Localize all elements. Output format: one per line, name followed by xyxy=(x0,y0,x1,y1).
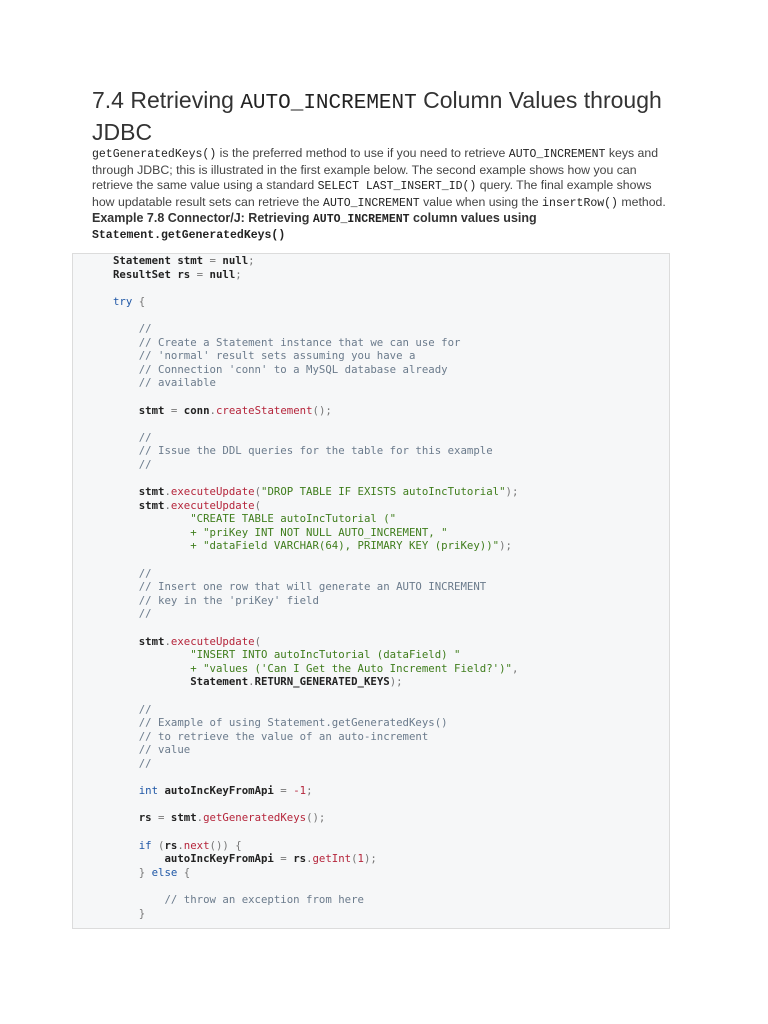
code-line xyxy=(113,458,152,471)
code-token: ( xyxy=(254,485,262,499)
code-line xyxy=(113,757,152,770)
code-token: // Issue the DDL queries for the table for this example xyxy=(113,444,493,458)
code-token: . xyxy=(248,675,255,689)
code-token: . xyxy=(164,498,171,512)
intro-text-1: is the preferred method to use if you need to retrieve xyxy=(216,146,509,160)
code-token: RETURN_GENERATED_KEYS xyxy=(254,675,390,689)
example-title-code-1: AUTO_INCREMENT xyxy=(312,213,410,226)
intro-code-3: SELECT LAST_INSERT_ID() xyxy=(317,180,477,193)
code-line xyxy=(113,268,242,281)
code-line xyxy=(113,662,518,675)
code-token: // throw an exception from here xyxy=(113,892,364,906)
code-line xyxy=(113,594,319,607)
code-token: 1 xyxy=(357,852,364,866)
code-token: stmt xyxy=(113,485,165,499)
code-line xyxy=(113,852,377,865)
code-line xyxy=(113,431,152,444)
code-line xyxy=(113,607,152,620)
code-line xyxy=(113,580,486,593)
code-token: . xyxy=(177,838,184,852)
code-token: ); xyxy=(499,539,512,553)
code-line xyxy=(113,512,396,525)
code-token: rs xyxy=(164,838,178,852)
code-line xyxy=(113,703,152,716)
code-token: "INSERT INTO autoIncTutorial (dataField) " xyxy=(113,648,461,662)
code-token: ( xyxy=(351,852,358,866)
code-token: + "priKey INT NOT NULL AUTO_INCREMENT, " xyxy=(113,525,448,539)
code-token: // value xyxy=(113,743,191,757)
intro-text-5: method. xyxy=(617,194,666,209)
code-token: ( xyxy=(151,838,165,852)
example-title-code-2: Statement.getGeneratedKeys() xyxy=(92,229,286,242)
intro-code-1: getGeneratedKeys() xyxy=(92,148,217,161)
code-line xyxy=(113,376,216,389)
code-line xyxy=(113,295,145,308)
code-token: ); xyxy=(505,485,519,499)
code-line xyxy=(113,539,512,552)
code-token: , xyxy=(511,661,519,675)
code-token: autoIncKeyFromApi xyxy=(158,784,274,798)
code-token: . xyxy=(209,403,216,417)
code-token: } xyxy=(113,906,146,920)
code-token: int xyxy=(113,784,159,798)
code-token: + "dataField VARCHAR(64), PRIMARY KEY (priKey))" xyxy=(113,539,500,553)
code-token: // xyxy=(113,457,152,471)
code-line xyxy=(113,811,325,824)
code-token: { xyxy=(132,294,146,308)
code-token: ResultSet rs xyxy=(113,267,191,281)
example-title-text-1: Example 7.8 Connector/J: Retrieving xyxy=(92,211,313,225)
code-line xyxy=(113,404,332,417)
code-line xyxy=(113,866,190,879)
code-block xyxy=(72,253,670,929)
code-token: // xyxy=(113,430,152,444)
code-line xyxy=(113,567,152,580)
code-token: // 'normal' result sets assuming you have a xyxy=(113,349,416,363)
code-token: stmt xyxy=(113,498,165,512)
page-title xyxy=(92,86,692,146)
intro-code-4: AUTO_INCREMENT xyxy=(323,196,420,210)
code-token: executeUpdate xyxy=(170,634,255,648)
code-token: (); xyxy=(306,811,326,825)
code-line xyxy=(113,322,152,335)
code-listing xyxy=(113,254,518,920)
intro-paragraph xyxy=(92,146,670,211)
intro-text-2: keys and through JDBC; this is illustrated in the first example below. The second example shows how you can retrieve the same value using a standard xyxy=(92,146,659,192)
code-token: // Example of using Statement.getGeneratedKeys() xyxy=(113,716,448,730)
code-token: . xyxy=(306,852,313,866)
intro-code-2: AUTO_INCREMENT xyxy=(508,148,606,161)
code-token: ; xyxy=(248,254,255,267)
code-token: stmt xyxy=(113,634,165,648)
code-token: -1 xyxy=(293,784,307,798)
code-line xyxy=(113,716,448,729)
code-line xyxy=(113,743,190,756)
intro-text-3: query. The final example shows how updatable result sets can retrieve the xyxy=(92,178,652,209)
code-token: executeUpdate xyxy=(170,498,255,512)
code-token: . xyxy=(164,485,171,499)
code-line xyxy=(113,485,518,498)
example-title-text-2: column values using xyxy=(409,211,537,225)
code-token: = xyxy=(190,267,210,281)
code-token: // Create a Statement instance that we can use for xyxy=(113,335,461,349)
code-token: . xyxy=(164,634,171,648)
title-text-1: 7.4 Retrieving xyxy=(92,87,241,113)
code-line xyxy=(113,444,493,457)
code-line xyxy=(113,648,460,661)
code-token: // xyxy=(113,566,152,580)
code-token: createStatement xyxy=(215,403,313,417)
code-line xyxy=(113,349,415,362)
code-token: Statement xyxy=(113,675,249,689)
code-token: null xyxy=(222,254,249,267)
code-line xyxy=(113,336,460,349)
code-token: // xyxy=(113,702,152,716)
code-token: autoIncKeyFromApi xyxy=(113,852,274,866)
code-token: // to retrieve the value of an auto-increment xyxy=(113,729,429,743)
code-token: else xyxy=(151,865,178,879)
code-token: executeUpdate xyxy=(170,485,255,499)
code-line xyxy=(113,907,145,920)
code-token: ); xyxy=(363,852,377,866)
code-line xyxy=(113,839,242,852)
example-title xyxy=(92,211,692,243)
code-line xyxy=(113,675,403,688)
code-token: getInt xyxy=(312,852,352,866)
code-token: rs xyxy=(293,852,307,866)
code-line xyxy=(113,254,255,267)
code-token: // xyxy=(113,756,152,770)
code-token: conn xyxy=(183,403,210,417)
code-token: null xyxy=(209,267,236,281)
article xyxy=(92,86,692,243)
code-token: // available xyxy=(113,376,216,390)
code-token: next xyxy=(183,838,210,852)
code-token: // xyxy=(113,321,152,335)
code-token: ; xyxy=(235,267,242,281)
code-line xyxy=(113,784,313,797)
code-token: "DROP TABLE IF EXISTS autoIncTutorial" xyxy=(261,485,506,499)
code-token: // Insert one row that will generate an AUTO INCREMENT xyxy=(113,580,487,594)
code-line xyxy=(113,893,364,906)
code-token: // xyxy=(113,607,152,621)
code-token: = xyxy=(151,811,171,825)
code-token: . xyxy=(196,811,204,825)
code-token: + "values ('Can I Get the Auto Increment Field?')" xyxy=(113,661,512,675)
code-token: "CREATE TABLE autoIncTutorial (" xyxy=(113,512,397,526)
code-token: = xyxy=(273,852,294,866)
code-token: stmt xyxy=(113,403,165,417)
code-line xyxy=(113,499,261,512)
code-line xyxy=(113,363,448,376)
code-token: ( xyxy=(254,634,262,648)
code-line xyxy=(113,526,448,539)
title-code: AUTO_INCREMENT xyxy=(240,92,417,115)
code-token: stmt xyxy=(170,811,197,825)
code-token: ( xyxy=(254,498,262,512)
code-token: = xyxy=(164,403,184,417)
code-token: // key in the 'priKey' field xyxy=(113,593,319,607)
code-token: (); xyxy=(312,403,332,417)
code-token: { xyxy=(177,865,191,879)
code-token: = xyxy=(273,784,294,798)
code-token: ); xyxy=(389,675,403,689)
code-line xyxy=(113,730,428,743)
code-token: if xyxy=(113,838,152,852)
intro-code-5: insertRow() xyxy=(542,196,618,210)
code-token: } xyxy=(113,865,152,879)
code-token: ; xyxy=(306,784,313,798)
code-token: getGeneratedKeys xyxy=(203,811,307,825)
code-token: try xyxy=(113,294,133,308)
code-token: = xyxy=(203,254,223,267)
title-text-2: Column Values through JDBC xyxy=(92,87,662,145)
code-line xyxy=(113,635,261,648)
code-token: // Connection 'conn' to a MySQL database already xyxy=(113,362,448,376)
code-token: ()) { xyxy=(209,838,242,852)
intro-text-4: value when using the xyxy=(419,194,543,209)
code-token: rs xyxy=(113,811,152,825)
code-token: Statement stmt xyxy=(113,254,204,267)
